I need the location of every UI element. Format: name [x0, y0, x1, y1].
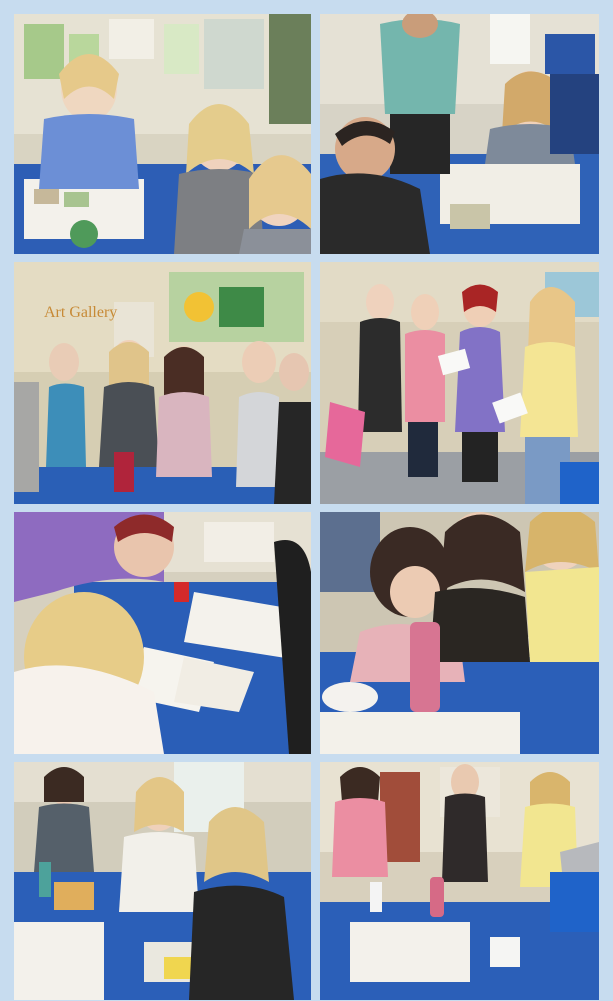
photo-2 — [320, 14, 599, 254]
photo-6 — [320, 512, 599, 754]
folding-paper-scene — [14, 512, 311, 754]
seated-group-scene — [14, 762, 311, 1000]
group-cheering-scene — [320, 762, 599, 1000]
photo-3 — [14, 262, 311, 504]
laughing-at-table-scene — [320, 512, 599, 754]
standing-group-scene — [320, 262, 599, 504]
classroom-craft-scene — [14, 14, 311, 254]
photo-8 — [320, 762, 599, 1000]
photo-5 — [14, 512, 311, 754]
photo-7 — [14, 762, 311, 1000]
photo-1 — [14, 14, 311, 254]
group-table-scene — [320, 14, 599, 254]
art-gallery-wall-scene — [14, 262, 311, 504]
photo-4 — [320, 262, 599, 504]
wall-sign: Art Gallery — [44, 304, 118, 321]
